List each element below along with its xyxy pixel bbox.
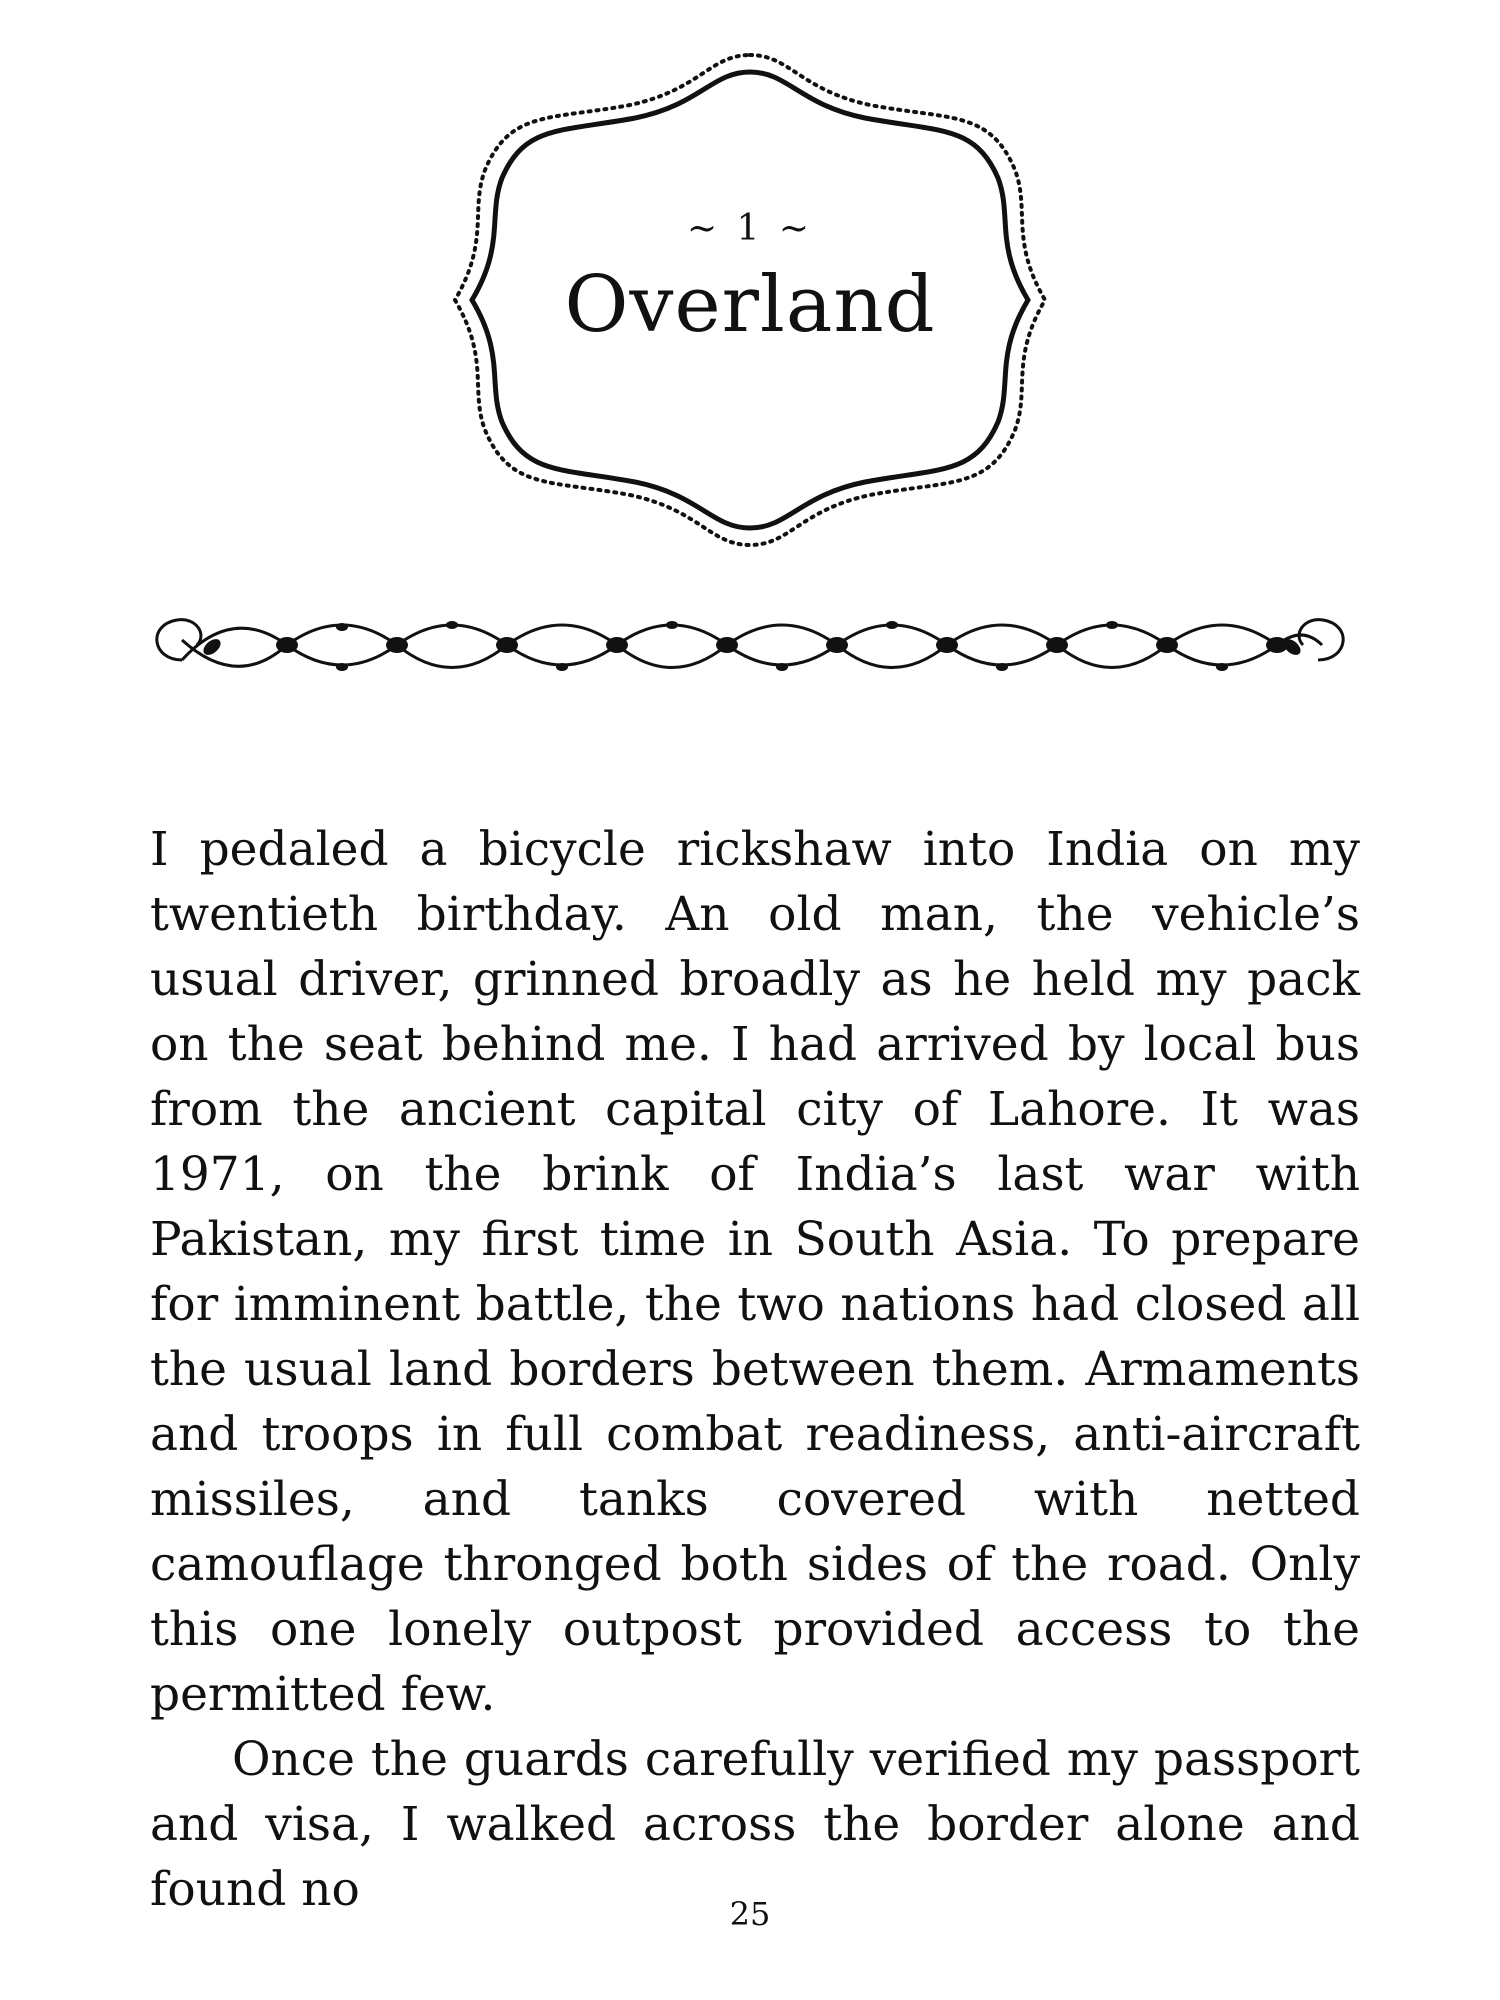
chapter-title: Overland [564, 260, 936, 350]
chapter-number: ~ 1 ~ [686, 208, 814, 249]
paragraph: I pedaled a bicycle rickshaw into India on my twentieth birthday. An old man, the vehicle’s usual driver, grinned broadly as he held my pack on the seat behind me. I had arrived by local bus from the ancient capital city of Lahore. It was 1971, on the brink of India’s last war with Pakistan, my first time in South Asia. To prepare for imminent battle, the two nations had closed all the usual land borders between them. Armaments and troops in full combat readiness, anti-aircraft missiles, and tanks covered with netted camouflage thronged both sides of the road. Only this one lonely outpost provided access to the permitted few. [150, 822, 1360, 1722]
page-number: 25 [729, 1895, 771, 1933]
vine-divider-icon [142, 605, 1358, 695]
paragraph: Once the guards carefully verified my passport and visa, I walked across the border alone and found no [150, 1732, 1360, 1917]
body-text [150, 817, 1360, 1922]
chapter-frame [450, 50, 1050, 550]
